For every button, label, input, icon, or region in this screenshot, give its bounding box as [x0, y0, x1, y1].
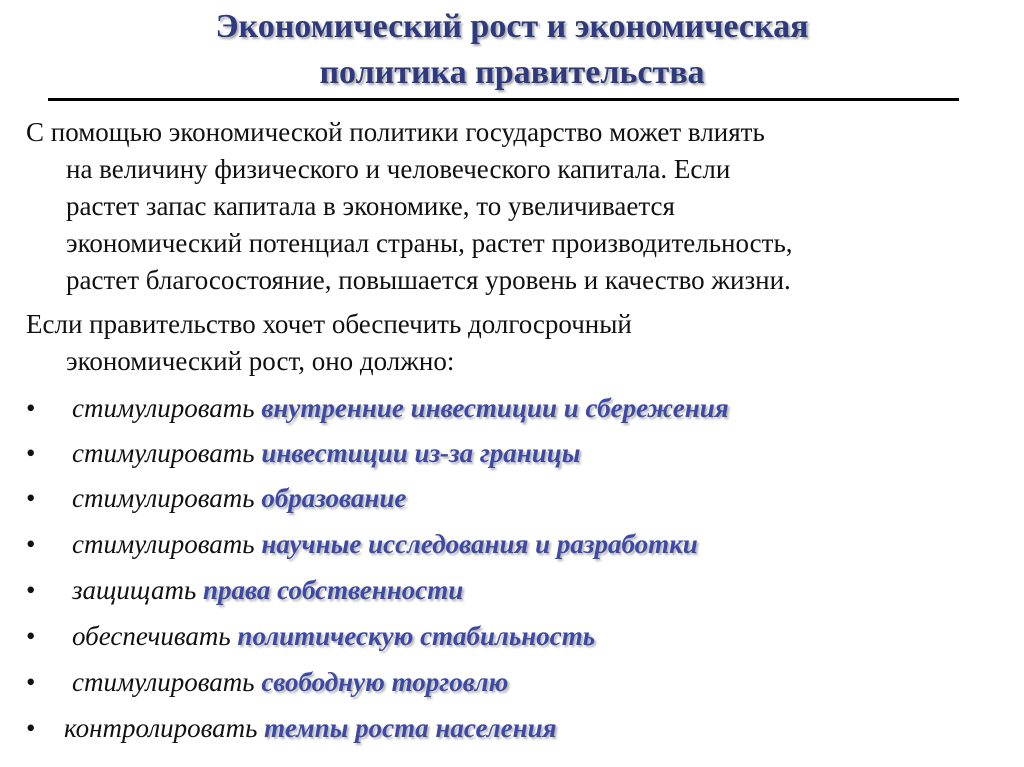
- title-underline: [48, 98, 959, 101]
- list-item-highlight: права собственности: [203, 575, 464, 605]
- list-item-highlight: свободную торговлю: [261, 667, 509, 697]
- bullet-marker: •: [26, 529, 36, 559]
- bullet-marker: •: [26, 621, 36, 651]
- paragraph-line: растет запас капитала в экономике, то увеличивается: [66, 191, 675, 221]
- list-item-highlight: инвестиции из-за границы: [261, 438, 581, 468]
- paragraph-lead-in: [26, 306, 992, 380]
- list-item-verb: обеспечивать: [72, 621, 238, 651]
- paragraph-line: Если правительство хочет обеспечить долгосрочный: [26, 309, 632, 339]
- paragraph-intro: [26, 114, 992, 299]
- paragraph-line: на величину физического и человеческого капитала. Если: [66, 154, 731, 184]
- list-item-highlight: политическую стабильность: [237, 621, 596, 651]
- paragraph-line: экономический потенциал страны, растет производительность,: [66, 228, 793, 258]
- list-item-verb: стимулировать: [72, 483, 262, 513]
- list-item-verb: контролировать: [64, 713, 265, 743]
- title-line-1: Экономический рост и экономическая: [215, 8, 809, 45]
- paragraph-line: экономический рост, оно должно:: [66, 346, 455, 376]
- list-item-highlight: темпы роста населения: [264, 713, 557, 743]
- slide-title: [60, 4, 964, 96]
- bullet-marker: •: [26, 575, 36, 605]
- paragraph-line: С помощью экономической политики государство может влиять: [26, 117, 765, 147]
- list-item-highlight: внутренние инвестиции и сбережения: [261, 393, 729, 423]
- list-item-verb: стимулировать: [72, 529, 262, 559]
- bullet-marker: •: [26, 713, 36, 743]
- list-item-verb: стимулировать: [72, 438, 262, 468]
- list-item-highlight: научные исследования и разработки: [261, 529, 698, 559]
- list-item-verb: стимулировать: [72, 393, 262, 423]
- list-item-verb: стимулировать: [72, 667, 262, 697]
- title-line-2: политика правительства: [319, 54, 705, 91]
- list-item-verb: защищать: [72, 575, 204, 605]
- paragraph-line: растет благосостояние, повышается уровень и качество жизни.: [66, 265, 791, 295]
- bullet-marker: •: [26, 438, 36, 468]
- bullet-marker: •: [26, 667, 36, 697]
- list-item-highlight: образование: [261, 483, 407, 513]
- bullet-marker: •: [26, 393, 36, 423]
- bullet-marker: •: [26, 483, 36, 513]
